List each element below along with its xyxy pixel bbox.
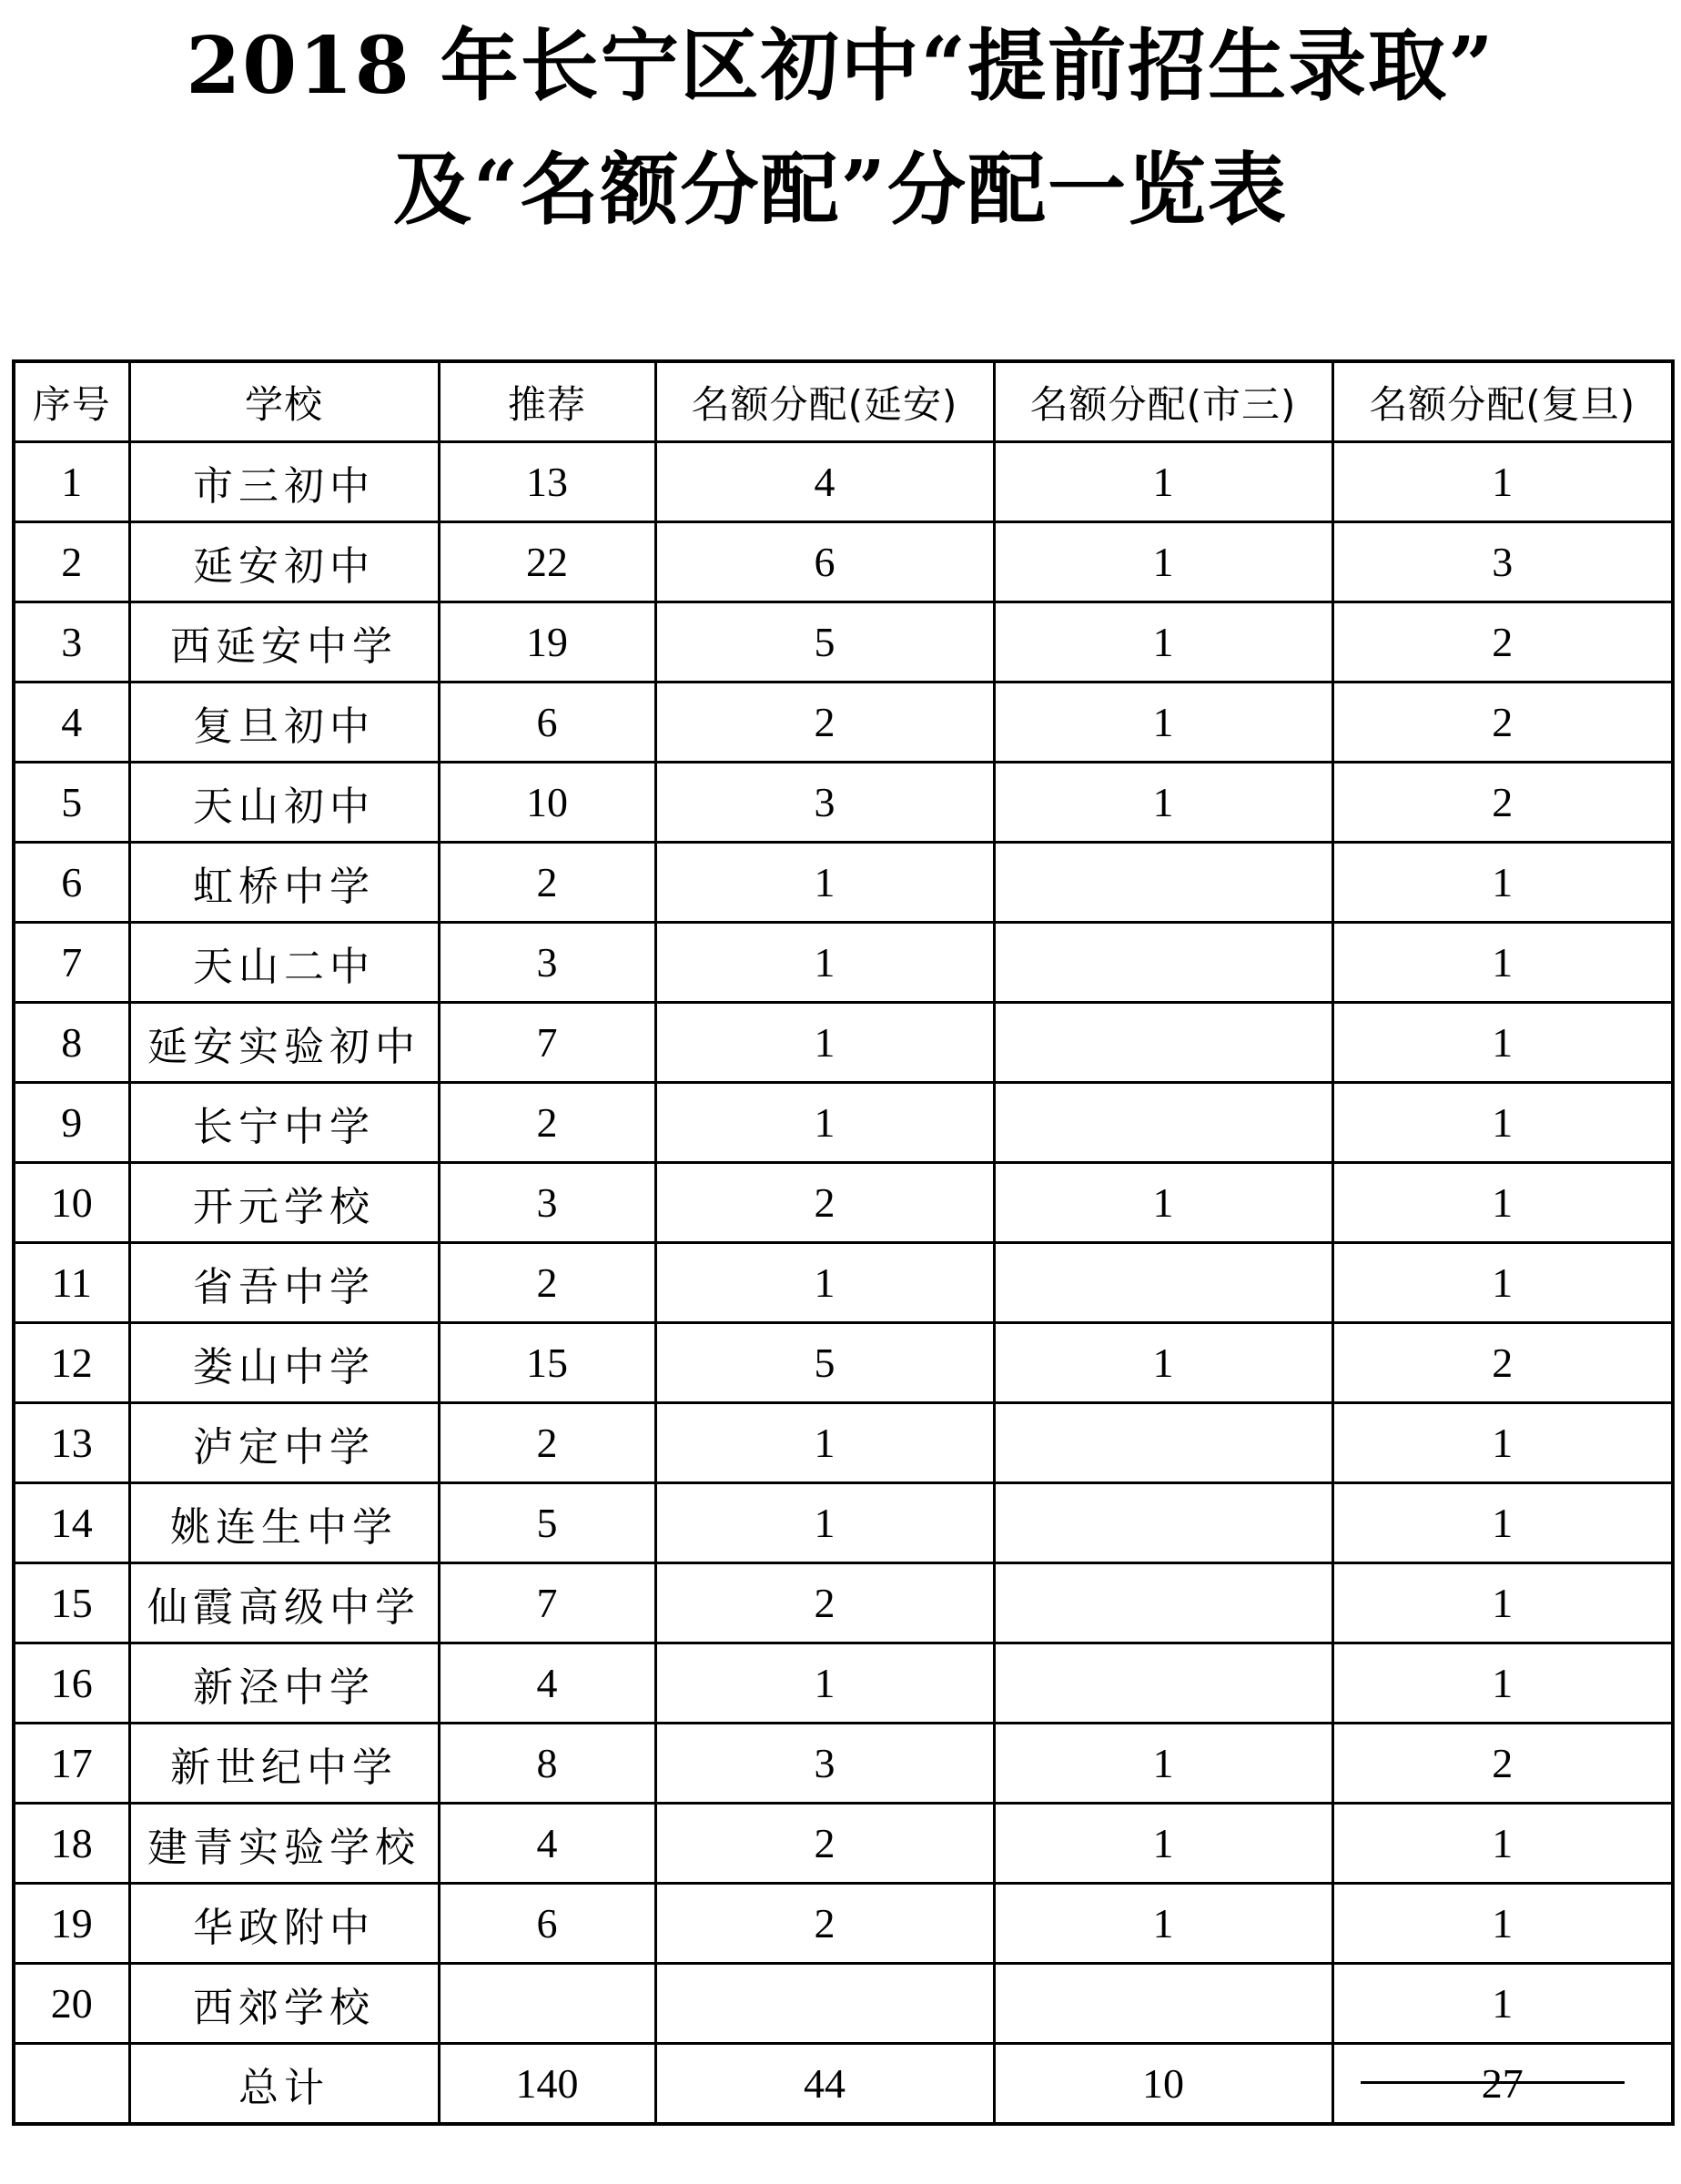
table-row	[14, 1323, 1673, 1403]
cell-quota-yanan: 1	[655, 1243, 994, 1323]
table-row	[14, 1083, 1673, 1163]
cell-school: 西延安中学	[129, 602, 439, 682]
cell-quota-yanan: 4	[655, 442, 994, 522]
table-row	[14, 1563, 1673, 1643]
cell-quota-yanan: 5	[655, 602, 994, 682]
cell-index: 1	[14, 442, 129, 522]
cell-quota-shisan	[994, 1403, 1332, 1483]
cell-quota-yanan: 1	[655, 1483, 994, 1563]
cell-recommend: 7	[439, 1563, 655, 1643]
total-cell-index	[14, 2044, 129, 2125]
cell-recommend: 5	[439, 1483, 655, 1563]
cell-quota-fudan: 2	[1332, 1724, 1673, 1804]
cell-recommend: 2	[439, 1403, 655, 1483]
cell-index: 9	[14, 1083, 129, 1163]
table-row	[14, 763, 1673, 843]
cell-school: 天山初中	[129, 763, 439, 843]
cell-recommend: 4	[439, 1804, 655, 1884]
cell-recommend: 8	[439, 1724, 655, 1804]
table-header-row	[14, 361, 1673, 442]
table-row	[14, 602, 1673, 682]
cell-quota-shisan: 1	[994, 682, 1332, 763]
table-row	[14, 1964, 1673, 2044]
header-index: 序号	[14, 361, 129, 442]
cell-quota-shisan: 1	[994, 1163, 1332, 1243]
cell-quota-yanan: 2	[655, 1163, 994, 1243]
cell-school: 华政附中	[129, 1884, 439, 1964]
total-cell-recommend: 140	[439, 2044, 655, 2125]
cell-quota-fudan: 1	[1332, 1083, 1673, 1163]
cell-quota-shisan: 1	[994, 522, 1332, 602]
cell-recommend	[439, 1964, 655, 2044]
cell-quota-shisan	[994, 1563, 1332, 1643]
cell-index: 12	[14, 1323, 129, 1403]
cell-quota-shisan: 1	[994, 1884, 1332, 1964]
cell-quota-fudan: 1	[1332, 1243, 1673, 1323]
cell-quota-shisan	[994, 1643, 1332, 1724]
cell-recommend: 6	[439, 682, 655, 763]
cell-quota-shisan	[994, 1964, 1332, 2044]
cell-quota-yanan: 3	[655, 763, 994, 843]
cell-school: 新世纪中学	[129, 1724, 439, 1804]
table-body	[14, 442, 1673, 2125]
cell-index: 8	[14, 1003, 129, 1083]
cell-school: 泸定中学	[129, 1403, 439, 1483]
document-title-line-1: 2018 年长宁区初中“提前招生录取”	[186, 20, 1495, 112]
cell-index: 15	[14, 1563, 129, 1643]
table-row	[14, 1643, 1673, 1724]
cell-index: 19	[14, 1884, 129, 1964]
cell-index: 7	[14, 923, 129, 1003]
cell-quota-fudan: 1	[1332, 1403, 1673, 1483]
cell-quota-yanan: 2	[655, 1804, 994, 1884]
cell-school: 省吾中学	[129, 1243, 439, 1323]
header-recommend: 推荐	[439, 361, 655, 442]
table-row	[14, 1243, 1673, 1323]
table-row	[14, 1163, 1673, 1243]
table-row	[14, 1884, 1673, 1964]
table-row	[14, 442, 1673, 522]
cell-quota-fudan: 1	[1332, 1964, 1673, 2044]
cell-quota-yanan: 1	[655, 843, 994, 923]
header-quota-shisan: 名额分配(市三)	[994, 361, 1332, 442]
cell-quota-fudan: 3	[1332, 522, 1673, 602]
cell-quota-fudan: 1	[1332, 843, 1673, 923]
cell-school: 延安实验初中	[129, 1003, 439, 1083]
cell-recommend: 3	[439, 923, 655, 1003]
table-row	[14, 1483, 1673, 1563]
cell-school: 复旦初中	[129, 682, 439, 763]
cell-recommend: 10	[439, 763, 655, 843]
cell-quota-fudan: 1	[1332, 1483, 1673, 1563]
cell-quota-yanan: 6	[655, 522, 994, 602]
cell-quota-yanan: 1	[655, 923, 994, 1003]
total-cell-quota-fudan: 27	[1332, 2044, 1673, 2125]
cell-quota-yanan: 2	[655, 1884, 994, 1964]
total-divider-line	[1361, 2081, 1625, 2084]
cell-index: 6	[14, 843, 129, 923]
cell-recommend: 7	[439, 1003, 655, 1083]
cell-quota-fudan: 1	[1332, 1643, 1673, 1724]
cell-index: 17	[14, 1724, 129, 1804]
cell-recommend: 6	[439, 1884, 655, 1964]
cell-recommend: 2	[439, 1243, 655, 1323]
table-row	[14, 923, 1673, 1003]
cell-quota-fudan: 1	[1332, 1003, 1673, 1083]
cell-quota-yanan: 1	[655, 1403, 994, 1483]
cell-quota-shisan	[994, 923, 1332, 1003]
cell-quota-shisan: 1	[994, 442, 1332, 522]
cell-index: 16	[14, 1643, 129, 1724]
cell-recommend: 15	[439, 1323, 655, 1403]
cell-quota-fudan: 1	[1332, 1163, 1673, 1243]
cell-quota-yanan	[655, 1964, 994, 2044]
cell-quota-shisan: 1	[994, 1323, 1332, 1403]
cell-quota-shisan: 1	[994, 602, 1332, 682]
header-quota-yanan: 名额分配(延安)	[655, 361, 994, 442]
cell-school: 开元学校	[129, 1163, 439, 1243]
cell-quota-shisan	[994, 1083, 1332, 1163]
cell-school: 姚连生中学	[129, 1483, 439, 1563]
cell-recommend: 22	[439, 522, 655, 602]
cell-quota-yanan: 2	[655, 682, 994, 763]
cell-quota-shisan	[994, 1483, 1332, 1563]
cell-quota-yanan: 1	[655, 1083, 994, 1163]
table-row	[14, 1724, 1673, 1804]
total-cell-quota-yanan: 44	[655, 2044, 994, 2125]
cell-quota-shisan: 1	[994, 1724, 1332, 1804]
cell-quota-fudan: 1	[1332, 923, 1673, 1003]
cell-index: 5	[14, 763, 129, 843]
cell-quota-fudan: 2	[1332, 1323, 1673, 1403]
cell-quota-shisan: 1	[994, 1804, 1332, 1884]
cell-quota-shisan	[994, 843, 1332, 923]
cell-quota-yanan: 1	[655, 1003, 994, 1083]
cell-quota-fudan: 1	[1332, 442, 1673, 522]
cell-school: 娄山中学	[129, 1323, 439, 1403]
cell-quota-shisan	[994, 1003, 1332, 1083]
cell-quota-fudan: 2	[1332, 602, 1673, 682]
cell-quota-fudan: 1	[1332, 1804, 1673, 1884]
cell-quota-fudan: 1	[1332, 1563, 1673, 1643]
cell-school: 建青实验学校	[129, 1804, 439, 1884]
cell-quota-fudan: 2	[1332, 763, 1673, 843]
cell-school: 延安初中	[129, 522, 439, 602]
cell-quota-shisan	[994, 1243, 1332, 1323]
table-row	[14, 682, 1673, 763]
cell-recommend: 3	[439, 1163, 655, 1243]
cell-index: 2	[14, 522, 129, 602]
cell-school: 市三初中	[129, 442, 439, 522]
header-quota-fudan: 名额分配(复旦)	[1332, 361, 1673, 442]
header-school: 学校	[129, 361, 439, 442]
table-row	[14, 843, 1673, 923]
cell-index: 10	[14, 1163, 129, 1243]
table-row	[14, 1403, 1673, 1483]
cell-recommend: 2	[439, 1083, 655, 1163]
cell-quota-fudan: 1	[1332, 1884, 1673, 1964]
table-row	[14, 1804, 1673, 1884]
cell-recommend: 19	[439, 602, 655, 682]
cell-index: 18	[14, 1804, 129, 1884]
document-title-line-2: 及“名额分配”分配一览表	[393, 144, 1288, 236]
allocation-table	[12, 359, 1675, 2126]
cell-quota-yanan: 1	[655, 1643, 994, 1724]
cell-school: 仙霞高级中学	[129, 1563, 439, 1643]
cell-school: 长宁中学	[129, 1083, 439, 1163]
cell-recommend: 4	[439, 1643, 655, 1724]
cell-recommend: 13	[439, 442, 655, 522]
table-row	[14, 1003, 1673, 1083]
cell-quota-yanan: 3	[655, 1724, 994, 1804]
cell-quota-fudan: 2	[1332, 682, 1673, 763]
cell-quota-yanan: 2	[655, 1563, 994, 1643]
total-cell-quota-shisan: 10	[994, 2044, 1332, 2125]
cell-quota-shisan: 1	[994, 763, 1332, 843]
cell-index: 13	[14, 1403, 129, 1483]
cell-recommend: 2	[439, 843, 655, 923]
cell-index: 4	[14, 682, 129, 763]
cell-school: 虹桥中学	[129, 843, 439, 923]
cell-index: 3	[14, 602, 129, 682]
total-cell-school: 总计	[129, 2044, 439, 2125]
cell-school: 新泾中学	[129, 1643, 439, 1724]
table-row	[14, 522, 1673, 602]
cell-index: 11	[14, 1243, 129, 1323]
cell-index: 20	[14, 1964, 129, 2044]
cell-index: 14	[14, 1483, 129, 1563]
cell-quota-yanan: 5	[655, 1323, 994, 1403]
cell-school: 天山二中	[129, 923, 439, 1003]
cell-school: 西郊学校	[129, 1964, 439, 2044]
